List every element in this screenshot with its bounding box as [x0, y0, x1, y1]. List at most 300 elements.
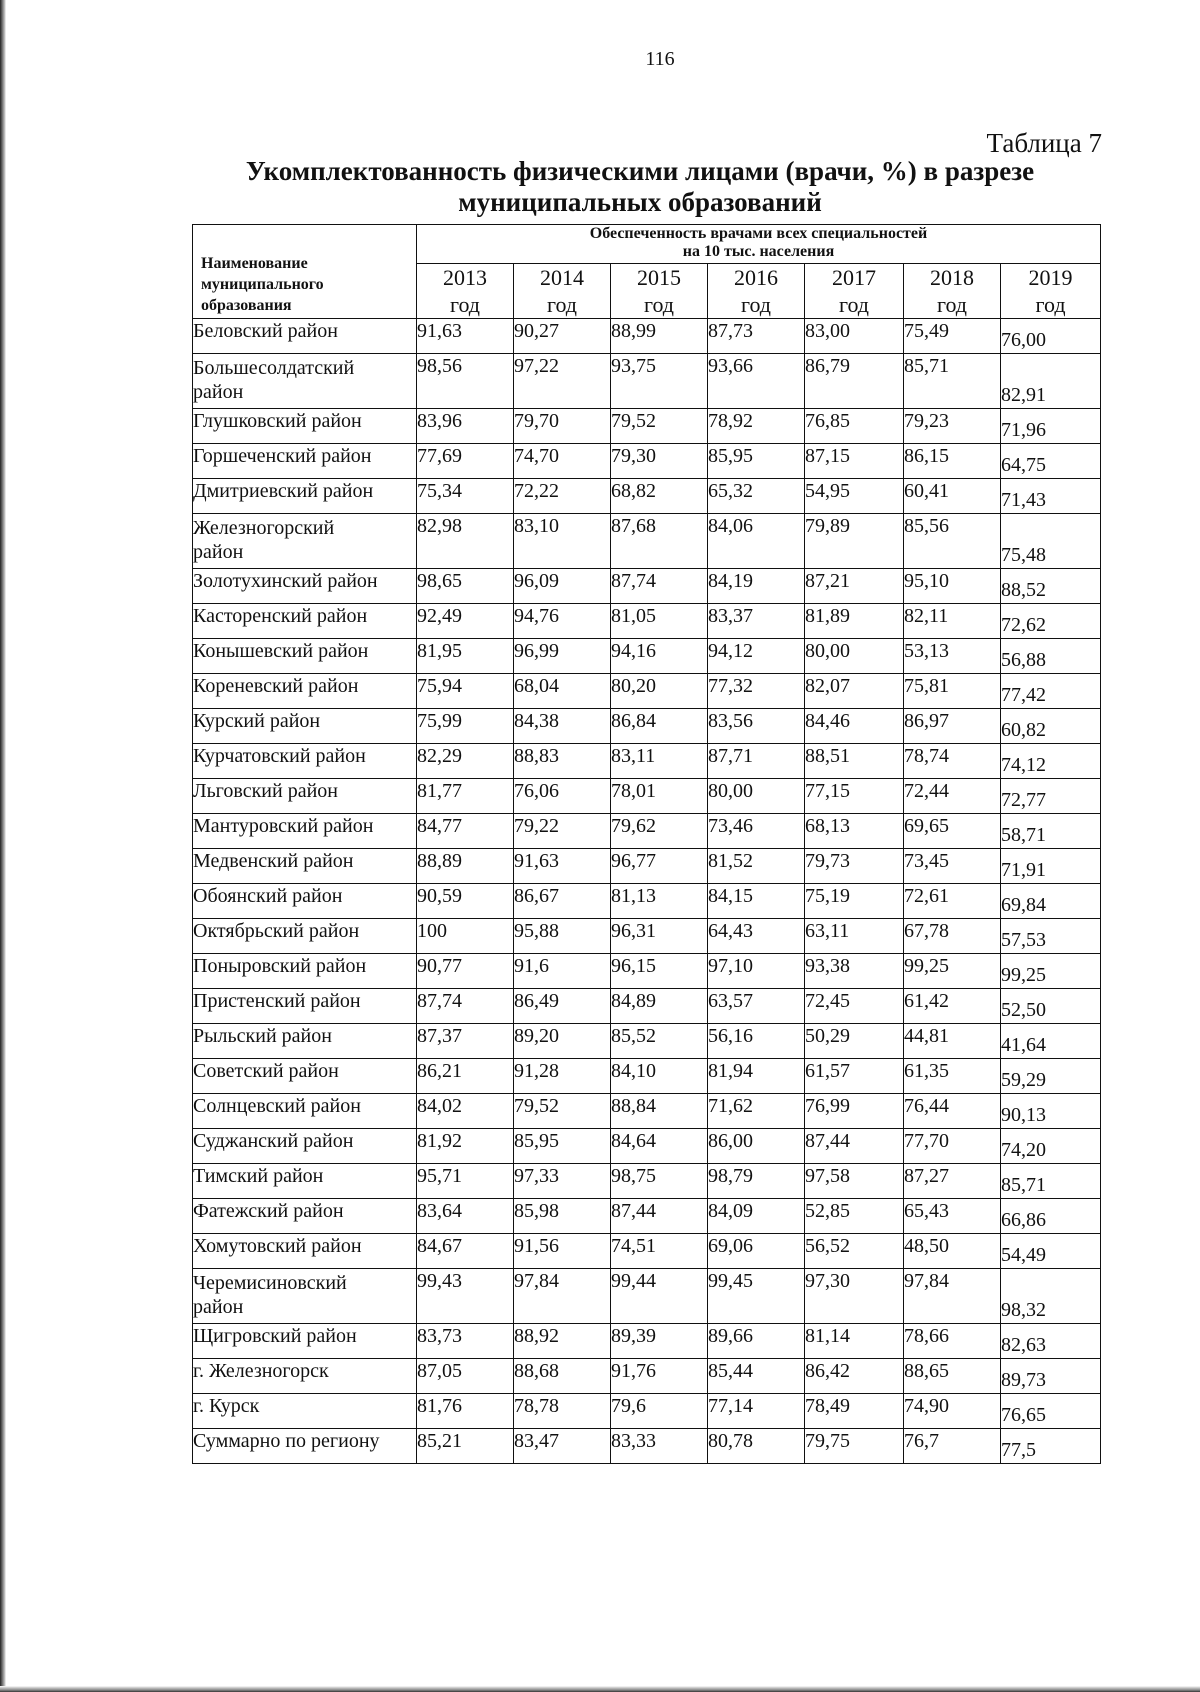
table-row: [193, 709, 1101, 744]
value-2017: 93,38: [805, 954, 904, 989]
value-2014: 79,70: [514, 409, 611, 444]
value-2017: 50,29: [805, 1024, 904, 1059]
municipality-name-line: Медвенский район: [193, 850, 354, 872]
value-2019: 75,48: [1001, 514, 1101, 569]
value-2016: 86,00: [708, 1129, 805, 1164]
header-year-2018: [904, 264, 1001, 319]
value-2017: 87,15: [805, 444, 904, 479]
value-2018: 74,90: [904, 1394, 1001, 1429]
value-2018: 61,35: [904, 1059, 1001, 1094]
value-2017: 75,19: [805, 884, 904, 919]
value-2013: 84,67: [417, 1234, 514, 1269]
value-2014: 85,95: [514, 1129, 611, 1164]
municipality-name-line: Горшеченский район: [193, 445, 372, 467]
value-2014: 96,09: [514, 569, 611, 604]
value-2018: 82,11: [904, 604, 1001, 639]
value-2013: 99,43: [417, 1269, 514, 1324]
municipality-name: [193, 849, 417, 884]
value-2013: 82,98: [417, 514, 514, 569]
value-2013: 98,65: [417, 569, 514, 604]
value-2017: 83,00: [805, 319, 904, 354]
municipality-name-line: Глушковский район: [193, 410, 362, 432]
municipality-name-line: Пристенский район: [193, 990, 361, 1012]
value-2014: 88,68: [514, 1359, 611, 1394]
value-2015: 80,20: [611, 674, 708, 709]
value-2013: 82,29: [417, 744, 514, 779]
value-2015: 68,82: [611, 479, 708, 514]
municipality-name: [193, 1164, 417, 1199]
value-2016: 84,19: [708, 569, 805, 604]
header-year-2013: [417, 264, 514, 319]
value-2017: 79,89: [805, 514, 904, 569]
header-year-suffix: год: [936, 292, 968, 317]
value-2016: 64,43: [708, 919, 805, 954]
value-2015: 79,30: [611, 444, 708, 479]
value-2017: 78,49: [805, 1394, 904, 1429]
value-2019: 77,42: [1001, 674, 1101, 709]
value-2018: 86,15: [904, 444, 1001, 479]
header-year-suffix: год: [643, 292, 675, 317]
municipality-name-line: Железногорский: [193, 517, 335, 539]
value-2016: 84,09: [708, 1199, 805, 1234]
table-row: [193, 569, 1101, 604]
value-2018: 75,81: [904, 674, 1001, 709]
table-row: [193, 744, 1101, 779]
header-year-suffix: год: [740, 292, 772, 317]
value-2015: 89,39: [611, 1324, 708, 1359]
value-2018: 78,66: [904, 1324, 1001, 1359]
municipality-name-line: Тимский район: [193, 1165, 324, 1187]
municipality-name-line: район: [193, 541, 244, 563]
value-2014: 91,63: [514, 849, 611, 884]
municipality-name: [193, 639, 417, 674]
value-2015: 87,74: [611, 569, 708, 604]
value-2013: 87,37: [417, 1024, 514, 1059]
value-2019: 85,71: [1001, 1164, 1101, 1199]
value-2014: 79,52: [514, 1094, 611, 1129]
value-2013: 84,02: [417, 1094, 514, 1129]
value-2018: 85,71: [904, 354, 1001, 409]
header-year-suffix: год: [838, 292, 870, 317]
value-2015: 93,75: [611, 354, 708, 409]
value-2018: 87,27: [904, 1164, 1001, 1199]
value-2018: 48,50: [904, 1234, 1001, 1269]
value-2013: 90,77: [417, 954, 514, 989]
table-body: [193, 319, 1101, 1464]
value-2016: 81,94: [708, 1059, 805, 1094]
municipality-name-line: Обоянский район: [193, 885, 343, 907]
value-2016: 84,15: [708, 884, 805, 919]
value-2018: 44,81: [904, 1024, 1001, 1059]
header-year-2015: [611, 264, 708, 319]
value-2013: 100: [417, 919, 514, 954]
value-2016: 73,46: [708, 814, 805, 849]
value-2019: 74,12: [1001, 744, 1101, 779]
value-2018: 79,23: [904, 409, 1001, 444]
page-number: 116: [645, 48, 675, 70]
value-2015: 84,89: [611, 989, 708, 1024]
municipality-name-line: Суджанский район: [193, 1130, 354, 1152]
value-2014: 89,20: [514, 1024, 611, 1059]
value-2017: 87,21: [805, 569, 904, 604]
value-2016: 77,32: [708, 674, 805, 709]
value-2013: 81,95: [417, 639, 514, 674]
value-2014: 91,28: [514, 1059, 611, 1094]
value-2014: 79,22: [514, 814, 611, 849]
value-2016: 97,10: [708, 954, 805, 989]
value-2013: 75,99: [417, 709, 514, 744]
value-2016: 80,00: [708, 779, 805, 814]
municipality-name: [193, 1199, 417, 1234]
value-2014: 97,22: [514, 354, 611, 409]
value-2019: 54,49: [1001, 1234, 1101, 1269]
value-2018: 97,84: [904, 1269, 1001, 1324]
value-2013: 95,71: [417, 1164, 514, 1199]
table-row: [193, 814, 1101, 849]
value-2018: 76,44: [904, 1094, 1001, 1129]
table-row: [193, 674, 1101, 709]
value-2014: 97,84: [514, 1269, 611, 1324]
value-2015: 91,76: [611, 1359, 708, 1394]
municipality-name: [193, 1129, 417, 1164]
municipality-name: [193, 674, 417, 709]
value-2015: 84,10: [611, 1059, 708, 1094]
table-row: [193, 1324, 1101, 1359]
value-2018: 85,56: [904, 514, 1001, 569]
value-2017: 68,13: [805, 814, 904, 849]
municipality-name-line: Хомутовский район: [193, 1235, 362, 1257]
municipality-name: [193, 1059, 417, 1094]
value-2017: 81,89: [805, 604, 904, 639]
value-2019: 82,91: [1001, 354, 1101, 409]
table-row: [193, 884, 1101, 919]
value-2015: 78,01: [611, 779, 708, 814]
value-2013: 81,92: [417, 1129, 514, 1164]
scan-edge-bottom: [0, 1686, 1200, 1692]
value-2013: 90,59: [417, 884, 514, 919]
value-2014: 97,33: [514, 1164, 611, 1199]
value-2014: 94,76: [514, 604, 611, 639]
value-2019: 89,73: [1001, 1359, 1101, 1394]
municipality-name-line: район: [193, 1296, 244, 1318]
value-2018: 86,97: [904, 709, 1001, 744]
value-2016: 69,06: [708, 1234, 805, 1269]
value-2019: 58,71: [1001, 814, 1101, 849]
municipality-name-line: Поныровский район: [193, 955, 367, 977]
value-2015: 87,68: [611, 514, 708, 569]
value-2017: 63,11: [805, 919, 904, 954]
header-year-number: 2017: [832, 265, 876, 290]
value-2014: 90,27: [514, 319, 611, 354]
value-2016: 87,71: [708, 744, 805, 779]
staffing-table: [192, 224, 1101, 1464]
value-2015: 85,52: [611, 1024, 708, 1059]
value-2016: 78,92: [708, 409, 805, 444]
value-2017: 76,85: [805, 409, 904, 444]
value-2016: 99,45: [708, 1269, 805, 1324]
value-2017: 86,42: [805, 1359, 904, 1394]
municipality-name-line: Курский район: [193, 710, 321, 732]
table-row: [193, 849, 1101, 884]
value-2014: 91,6: [514, 954, 611, 989]
municipality-name: [193, 1359, 417, 1394]
municipality-name-line: Конышевский район: [193, 640, 369, 662]
value-2016: 93,66: [708, 354, 805, 409]
value-2013: 91,63: [417, 319, 514, 354]
header-year-number: 2013: [443, 265, 487, 290]
value-2018: 88,65: [904, 1359, 1001, 1394]
value-2019: 64,75: [1001, 444, 1101, 479]
municipality-name: [193, 444, 417, 479]
value-2014: 96,99: [514, 639, 611, 674]
value-2014: 84,38: [514, 709, 611, 744]
value-2015: 98,75: [611, 1164, 708, 1199]
table-row: [193, 1429, 1101, 1464]
value-2013: 81,77: [417, 779, 514, 814]
table-row: [193, 319, 1101, 354]
header-municipality-line: Наименование: [201, 255, 308, 272]
value-2019: 56,88: [1001, 639, 1101, 674]
municipality-name-line: Мантуровский район: [193, 815, 374, 837]
header-municipality-line: муниципального: [201, 276, 324, 293]
table-row: [193, 1164, 1101, 1199]
value-2014: 76,06: [514, 779, 611, 814]
value-2014: 88,83: [514, 744, 611, 779]
value-2014: 95,88: [514, 919, 611, 954]
municipality-name-line: район: [193, 381, 244, 403]
value-2017: 77,15: [805, 779, 904, 814]
value-2013: 83,64: [417, 1199, 514, 1234]
value-2015: 74,51: [611, 1234, 708, 1269]
value-2013: 77,69: [417, 444, 514, 479]
value-2017: 56,52: [805, 1234, 904, 1269]
value-2014: 88,92: [514, 1324, 611, 1359]
value-2017: 97,58: [805, 1164, 904, 1199]
value-2016: 87,73: [708, 319, 805, 354]
value-2014: 78,78: [514, 1394, 611, 1429]
value-2019: 98,32: [1001, 1269, 1101, 1324]
municipality-name: [193, 319, 417, 354]
table-row: [193, 1199, 1101, 1234]
value-2016: 71,62: [708, 1094, 805, 1129]
table-title-line-1: Укомплектованность физическими лицами (врачи, %) в разрезе: [245, 156, 1035, 186]
value-2013: 83,73: [417, 1324, 514, 1359]
municipality-name: [193, 779, 417, 814]
table-row: [193, 1269, 1101, 1324]
header-year-number: 2018: [930, 265, 974, 290]
value-2016: 63,57: [708, 989, 805, 1024]
value-2013: 88,89: [417, 849, 514, 884]
value-2016: 94,12: [708, 639, 805, 674]
value-2015: 96,15: [611, 954, 708, 989]
municipality-name-line: г. Курск: [193, 1395, 260, 1417]
value-2017: 86,79: [805, 354, 904, 409]
value-2016: 77,14: [708, 1394, 805, 1429]
municipality-name: [193, 479, 417, 514]
value-2015: 79,52: [611, 409, 708, 444]
table-row: [193, 989, 1101, 1024]
value-2014: 91,56: [514, 1234, 611, 1269]
value-2019: 71,91: [1001, 849, 1101, 884]
value-2014: 83,47: [514, 1429, 611, 1464]
value-2018: 78,74: [904, 744, 1001, 779]
municipality-name-line: Советский район: [193, 1060, 339, 1082]
municipality-name: [193, 954, 417, 989]
header-year-number: 2016: [734, 265, 778, 290]
value-2017: 79,75: [805, 1429, 904, 1464]
value-2018: 99,25: [904, 954, 1001, 989]
value-2013: 87,05: [417, 1359, 514, 1394]
header-municipality-line: образования: [201, 297, 292, 314]
table-row: [193, 444, 1101, 479]
value-2019: 72,77: [1001, 779, 1101, 814]
municipality-name: [193, 1094, 417, 1129]
value-2013: 75,94: [417, 674, 514, 709]
value-2013: 83,96: [417, 409, 514, 444]
value-2019: 52,50: [1001, 989, 1101, 1024]
value-2018: 75,49: [904, 319, 1001, 354]
value-2015: 86,84: [611, 709, 708, 744]
value-2018: 60,41: [904, 479, 1001, 514]
municipality-name: [193, 514, 417, 569]
header-year-2014: [514, 264, 611, 319]
municipality-name: [193, 569, 417, 604]
value-2019: 72,62: [1001, 604, 1101, 639]
municipality-name: [193, 814, 417, 849]
header-group-line: Обеспеченность врачами всех специальностей: [589, 225, 928, 242]
value-2014: 86,49: [514, 989, 611, 1024]
value-2019: 76,00: [1001, 319, 1101, 354]
municipality-name-line: Рыльский район: [193, 1025, 332, 1047]
table-title: [180, 156, 1100, 218]
header-group-line: на 10 тыс. населения: [682, 243, 835, 260]
table-label: Таблица 7: [986, 128, 1102, 158]
value-2018: 72,61: [904, 884, 1001, 919]
value-2015: 83,33: [611, 1429, 708, 1464]
value-2019: 88,52: [1001, 569, 1101, 604]
table-row: [193, 1234, 1101, 1269]
value-2016: 83,56: [708, 709, 805, 744]
header-year-number: 2014: [540, 265, 584, 290]
value-2019: 71,43: [1001, 479, 1101, 514]
value-2013: 98,56: [417, 354, 514, 409]
table-row: [193, 479, 1101, 514]
table-row: [193, 954, 1101, 989]
municipality-name: [193, 744, 417, 779]
value-2013: 87,74: [417, 989, 514, 1024]
value-2015: 87,44: [611, 1199, 708, 1234]
value-2014: 72,22: [514, 479, 611, 514]
municipality-name-line: Фатежский район: [193, 1200, 344, 1222]
value-2017: 81,14: [805, 1324, 904, 1359]
value-2017: 87,44: [805, 1129, 904, 1164]
municipality-name: [193, 884, 417, 919]
value-2018: 73,45: [904, 849, 1001, 884]
value-2014: 86,67: [514, 884, 611, 919]
header-year-suffix: год: [1035, 292, 1066, 317]
table-row: [193, 514, 1101, 569]
value-2017: 79,73: [805, 849, 904, 884]
value-2017: 84,46: [805, 709, 904, 744]
municipality-name: [193, 1429, 417, 1464]
value-2015: 84,64: [611, 1129, 708, 1164]
value-2019: 77,5: [1001, 1429, 1101, 1464]
value-2016: 84,06: [708, 514, 805, 569]
municipality-name-line: Курчатовский район: [193, 745, 366, 767]
value-2015: 79,62: [611, 814, 708, 849]
value-2015: 88,99: [611, 319, 708, 354]
municipality-name: [193, 1269, 417, 1324]
value-2016: 65,32: [708, 479, 805, 514]
header-year-suffix: год: [546, 292, 578, 317]
value-2017: 82,07: [805, 674, 904, 709]
municipality-name: [193, 1234, 417, 1269]
value-2015: 79,6: [611, 1394, 708, 1429]
header-year-2016: [708, 264, 805, 319]
value-2015: 94,16: [611, 639, 708, 674]
value-2019: 69,84: [1001, 884, 1101, 919]
table-title-line-2: муниципальных образований: [458, 187, 822, 217]
value-2018: 67,78: [904, 919, 1001, 954]
value-2017: 97,30: [805, 1269, 904, 1324]
municipality-name-line: Дмитриевский район: [193, 480, 374, 502]
value-2015: 88,84: [611, 1094, 708, 1129]
municipality-name-line: Кореневский район: [193, 675, 359, 697]
municipality-name: [193, 1394, 417, 1429]
scan-edge-left: [0, 0, 6, 1692]
value-2015: 83,11: [611, 744, 708, 779]
value-2016: 98,79: [708, 1164, 805, 1199]
header-group: [417, 225, 1101, 264]
value-2016: 85,95: [708, 444, 805, 479]
value-2019: 60,82: [1001, 709, 1101, 744]
value-2013: 81,76: [417, 1394, 514, 1429]
table-row: [193, 604, 1101, 639]
value-2019: 57,53: [1001, 919, 1101, 954]
municipality-name-line: Черемисиновский: [193, 1272, 347, 1294]
value-2017: 52,85: [805, 1199, 904, 1234]
municipality-name-line: Суммарно по региону: [193, 1430, 380, 1452]
municipality-name-line: Большесолдатский: [193, 357, 355, 379]
value-2014: 68,04: [514, 674, 611, 709]
table-row: [193, 1359, 1101, 1394]
municipality-name-line: Солнцевский район: [193, 1095, 361, 1117]
table-row: [193, 354, 1101, 409]
value-2018: 95,10: [904, 569, 1001, 604]
value-2016: 85,44: [708, 1359, 805, 1394]
header-year-number: 2019: [1028, 265, 1073, 290]
value-2015: 81,05: [611, 604, 708, 639]
value-2014: 85,98: [514, 1199, 611, 1234]
value-2017: 72,45: [805, 989, 904, 1024]
value-2015: 99,44: [611, 1269, 708, 1324]
value-2019: 76,65: [1001, 1394, 1101, 1429]
table-row: [193, 409, 1101, 444]
municipality-name-line: Золотухинский район: [193, 570, 378, 592]
value-2018: 61,42: [904, 989, 1001, 1024]
municipality-name: [193, 354, 417, 409]
value-2016: 81,52: [708, 849, 805, 884]
value-2016: 56,16: [708, 1024, 805, 1059]
table-row: [193, 1129, 1101, 1164]
value-2018: 76,7: [904, 1429, 1001, 1464]
value-2017: 54,95: [805, 479, 904, 514]
value-2016: 80,78: [708, 1429, 805, 1464]
value-2019: 82,63: [1001, 1324, 1101, 1359]
value-2017: 76,99: [805, 1094, 904, 1129]
value-2017: 61,57: [805, 1059, 904, 1094]
header-year-2019: [1001, 264, 1101, 319]
